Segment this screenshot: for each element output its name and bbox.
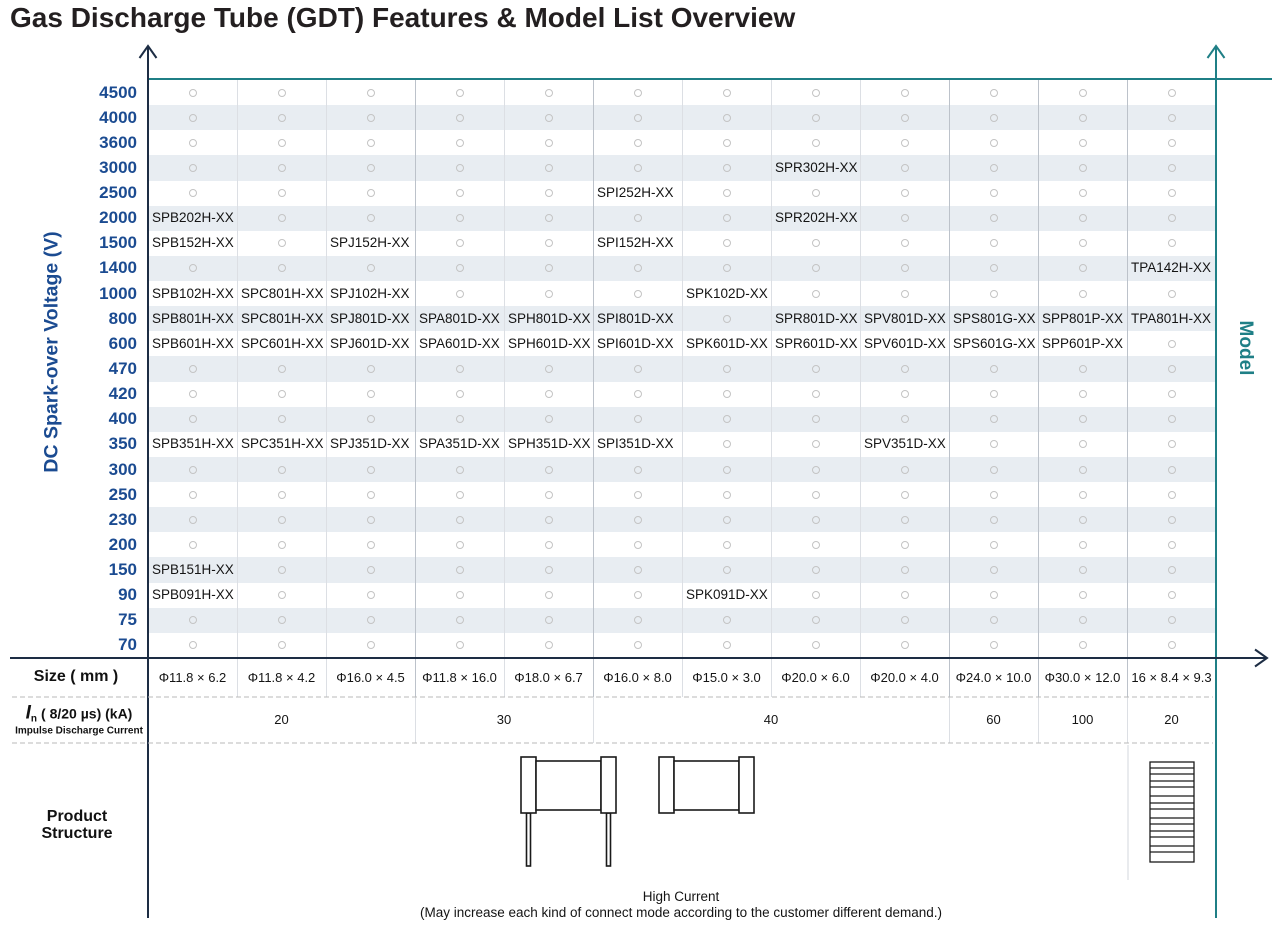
impulse-current-value: 20	[274, 712, 289, 727]
footer-note: (May increase each kind of connect mode according to the customer different demand.)	[419, 905, 943, 920]
size-value: 16 × 8.4 × 9.3	[1131, 670, 1212, 685]
model-cell: SPR801D-XX	[775, 310, 858, 326]
voltage-label: 230	[108, 509, 137, 529]
model-cell: SPI152H-XX	[597, 235, 674, 251]
model-cell: SPJ102H-XX	[330, 285, 410, 301]
impulse-current-value: 30	[496, 712, 512, 727]
impulse-current-value: 100	[1071, 712, 1094, 727]
axial-gdt-drawing	[659, 757, 754, 813]
size-value: Φ20.0 × 4.0	[870, 670, 939, 685]
impulse-current-value: 60	[986, 712, 1001, 727]
model-cell: SPP601P-XX	[1042, 335, 1124, 351]
voltage-label: 600	[108, 333, 137, 353]
impulse-symbol: I	[25, 702, 31, 724]
size-value: Φ24.0 × 10.0	[955, 670, 1032, 685]
model-cell: SPI351D-XX	[597, 436, 674, 452]
model-cell: SPJ152H-XX	[330, 235, 410, 251]
electrode-cap	[521, 757, 536, 813]
impulse-subscript: n	[30, 713, 38, 725]
impulse-current-value: 40	[763, 712, 779, 727]
model-cell: SPR601D-XX	[775, 335, 858, 351]
voltage-label: 800	[108, 308, 137, 328]
model-cell: SPI801D-XX	[597, 310, 674, 326]
model-cell: SPV801D-XX	[864, 310, 946, 326]
model-cell: SPV351D-XX	[864, 436, 946, 452]
voltage-label: 300	[108, 459, 137, 479]
impulse-current-value: 20	[1164, 712, 1179, 727]
model-cell: SPB102H-XX	[152, 285, 234, 301]
electrode-cap	[601, 757, 616, 813]
model-cell: SPC801H-XX	[241, 310, 324, 326]
voltage-label: 4000	[99, 107, 137, 127]
model-cell: SPB801H-XX	[152, 310, 234, 326]
model-cell: SPJ351D-XX	[330, 436, 410, 452]
ceramic-body	[536, 761, 601, 810]
model-cell: SPH601D-XX	[508, 335, 591, 351]
impulse-unit: ( 8/20 µs) (kA)	[41, 705, 133, 722]
model-cell: SPB151H-XX	[152, 562, 234, 578]
model-cell: TPA801H-XX	[1131, 310, 1212, 326]
ceramic-body	[674, 761, 739, 810]
model-cell: SPC601H-XX	[241, 335, 324, 351]
lead-wire	[527, 813, 531, 866]
voltage-label: 1400	[99, 258, 137, 278]
model-cell: SPH801D-XX	[508, 310, 591, 326]
smd-gdt-drawing	[1150, 762, 1194, 862]
model-cell: SPC351H-XX	[241, 436, 324, 452]
model-cell: SPV601D-XX	[864, 335, 946, 351]
model-cell: TPA142H-XX	[1131, 260, 1212, 276]
model-cell: SPI601D-XX	[597, 335, 674, 351]
model-cell: SPA801D-XX	[419, 310, 500, 326]
size-value: Φ16.0 × 4.5	[336, 670, 405, 685]
voltage-label: 420	[108, 384, 137, 404]
footer-heading: High Current	[642, 889, 720, 904]
model-cell: SPK601D-XX	[686, 335, 768, 351]
voltage-label: 4500	[99, 82, 137, 102]
model-cell: SPB202H-XX	[152, 210, 234, 226]
size-value: Φ11.8 × 16.0	[422, 670, 497, 685]
model-axis-label: Model	[1235, 320, 1256, 376]
electrode-cap	[739, 757, 754, 813]
voltage-label: 350	[108, 434, 137, 454]
size-value: Φ18.0 × 6.7	[514, 670, 583, 685]
model-cell: SPA601D-XX	[419, 335, 500, 351]
voltage-label: 3000	[99, 157, 137, 177]
voltage-label: 70	[118, 635, 137, 655]
voltage-label: 2000	[99, 208, 137, 228]
model-cell: SPK091D-XX	[686, 587, 768, 603]
voltage-label: 470	[108, 358, 137, 378]
model-cell: SPR202H-XX	[775, 210, 858, 226]
product-structure-label-line: Product	[46, 808, 108, 825]
model-cell: SPJ801D-XX	[330, 310, 410, 326]
voltage-label: 250	[108, 484, 137, 504]
voltage-label: 1000	[99, 283, 137, 303]
model-cell: SPS601G-XX	[953, 335, 1036, 351]
voltage-label: 90	[118, 585, 137, 605]
model-cell: SPA351D-XX	[419, 436, 500, 452]
size-value: Φ15.0 × 3.0	[692, 670, 761, 685]
y-axis-label: DC Spark-over Voltage (V)	[40, 231, 63, 473]
model-cell: SPP801P-XX	[1042, 310, 1124, 326]
voltage-label: 1500	[99, 233, 137, 253]
voltage-label: 150	[108, 560, 137, 580]
model-cell: SPB601H-XX	[152, 335, 234, 351]
size-row-label: Size ( mm )	[33, 668, 119, 685]
voltage-label: 75	[118, 610, 137, 630]
voltage-label: 200	[108, 534, 137, 554]
model-cell: SPB351H-XX	[152, 436, 234, 452]
size-value: Φ20.0 × 6.0	[781, 670, 850, 685]
model-cell: SPJ601D-XX	[330, 335, 410, 351]
model-cell: SPR302H-XX	[775, 159, 858, 175]
model-cell: SPS801G-XX	[953, 310, 1036, 326]
model-cell: SPK102D-XX	[686, 285, 768, 301]
size-value: Φ16.0 × 8.0	[603, 670, 672, 685]
model-cell: SPH351D-XX	[508, 436, 591, 452]
size-value: Φ30.0 × 12.0	[1044, 670, 1121, 685]
page-title: Gas Discharge Tube (GDT) Features & Model List Overview	[10, 2, 796, 33]
model-cell: SPB091H-XX	[152, 587, 234, 603]
axial-leaded-gdt-drawing	[521, 757, 616, 866]
model-cell: SPI252H-XX	[597, 185, 674, 201]
size-value: Φ11.8 × 6.2	[158, 670, 227, 685]
electrode-cap	[659, 757, 674, 813]
voltage-label: 2500	[99, 183, 137, 203]
product-structure-label-line: Structure	[41, 825, 113, 842]
lead-wire	[607, 813, 611, 866]
model-cell: SPB152H-XX	[152, 235, 234, 251]
size-value: Φ11.8 × 4.2	[247, 670, 316, 685]
model-cell: SPC801H-XX	[241, 285, 324, 301]
impulse-current-description: Impulse Discharge Current	[15, 725, 143, 737]
voltage-label: 400	[108, 409, 137, 429]
voltage-label: 3600	[99, 132, 137, 152]
